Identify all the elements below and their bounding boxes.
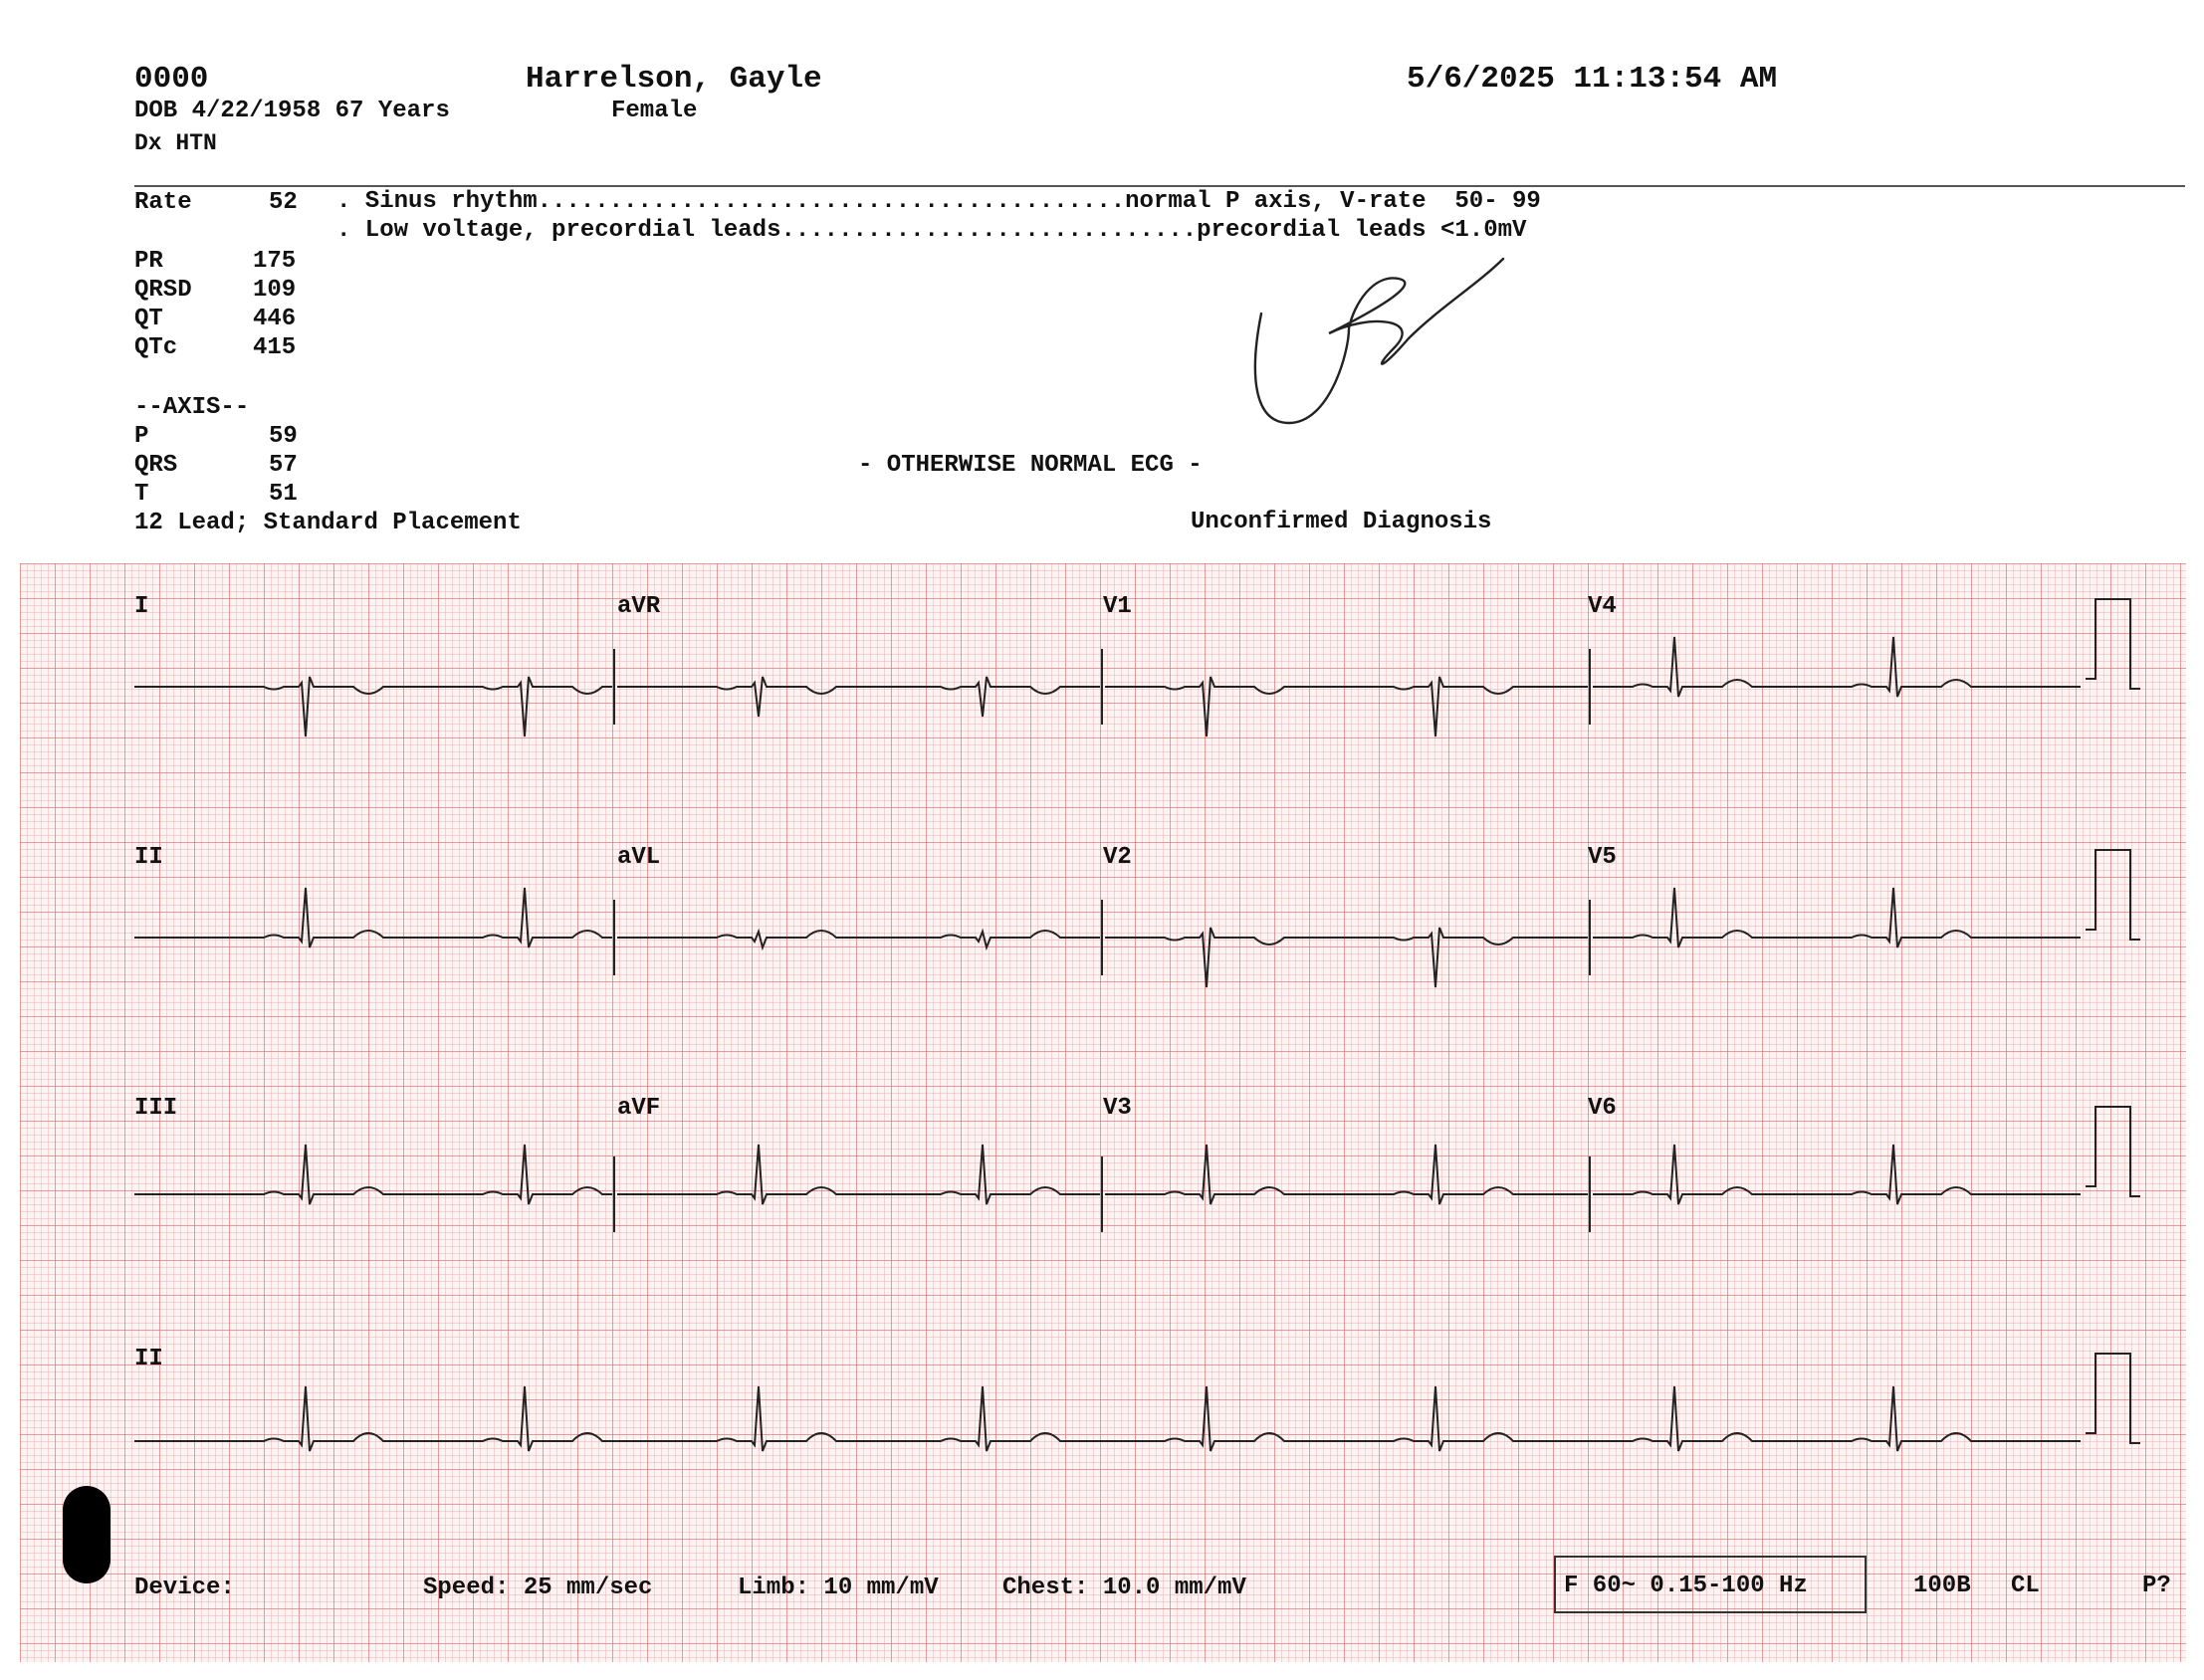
lead-placement: 12 Lead; Standard Placement (134, 510, 522, 536)
trace-i (134, 677, 612, 736)
cl-code: CL (2011, 1573, 2040, 1599)
patient-name: Harrelson, Gayle (526, 62, 822, 97)
filter-settings: F 60~ 0.15-100 Hz (1564, 1573, 1808, 1599)
measure-value-rate: 52 (269, 189, 298, 216)
chest-gain: Chest: 10.0 mm/mV (1002, 1575, 1246, 1601)
measure-value-pr: 175 (253, 248, 297, 275)
trace-v5 (1593, 888, 2081, 947)
summary-statement: - OTHERWISE NORMAL ECG - (858, 452, 1203, 479)
measure-label-qt: QT (134, 306, 163, 332)
axis-value-t: 51 (269, 481, 298, 508)
lead-label-avl: aVL (617, 844, 661, 871)
confirmation-status: Unconfirmed Diagnosis (1191, 509, 1492, 535)
lead-label-avr: aVR (617, 593, 661, 620)
device-model: 100B (1913, 1573, 1971, 1599)
lead-label-rhythm-ii: II (134, 1346, 163, 1372)
device-label: Device: (134, 1575, 235, 1601)
calibration-pulse-row-2 (2086, 850, 2140, 940)
measure-value-qtc: 415 (253, 334, 297, 361)
lead-label-iii: III (134, 1095, 178, 1122)
lead-label-i: I (134, 593, 149, 620)
lead-label-v6: V6 (1588, 1095, 1617, 1122)
patient-sex: Female (611, 98, 698, 124)
interpretation-line-1: . Sinus rhythm.........................................normal P axis, V-rate 50- 99 (336, 188, 1541, 215)
measure-label-pr: PR (134, 248, 163, 275)
diagnosis-line: Dx HTN (134, 130, 217, 156)
patient-id: 0000 (134, 62, 209, 97)
trace-ii (134, 888, 612, 947)
acquisition-timestamp: 5/6/2025 11:13:54 AM (1407, 62, 1778, 97)
lead-label-v4: V4 (1588, 593, 1617, 620)
axis-value-p: 59 (269, 423, 298, 450)
interpretation-line-2: . Low voltage, precordial leads.............................precordial leads <1.0mV (336, 217, 1527, 244)
p-code: P? (2142, 1573, 2171, 1599)
measure-label-rate: Rate (134, 189, 192, 216)
paper-speed: Speed: 25 mm/sec (423, 1575, 653, 1601)
dob-line: DOB 4/22/1958 67 Years (134, 98, 450, 124)
trace-v6 (1593, 1145, 2081, 1204)
axis-label-qrs: QRS (134, 452, 178, 479)
measure-value-qrsd: 109 (253, 277, 297, 304)
trace-avl (617, 931, 1100, 947)
measure-label-qtc: QTc (134, 334, 178, 361)
lead-label-v5: V5 (1588, 844, 1617, 871)
axis-heading: --AXIS-- (134, 394, 250, 421)
lead-label-v1: V1 (1103, 593, 1132, 620)
lead-label-v3: V3 (1103, 1095, 1132, 1122)
trace-v1 (1105, 677, 1588, 736)
binder-hole (63, 1486, 110, 1583)
lead-label-avf: aVF (617, 1095, 661, 1122)
lead-label-v2: V2 (1103, 844, 1132, 871)
calibration-pulse-row-1 (2086, 599, 2140, 689)
axis-label-t: T (134, 481, 149, 508)
measure-value-qt: 446 (253, 306, 297, 332)
trace-avf (617, 1145, 1100, 1204)
lead-label-ii: II (134, 844, 163, 871)
trace-v4 (1593, 637, 2081, 697)
calibration-pulse-rhythm (2086, 1354, 2140, 1443)
trace-v3 (1105, 1145, 1588, 1204)
axis-value-qrs: 57 (269, 452, 298, 479)
measure-label-qrsd: QRSD (134, 277, 192, 304)
trace-rhythm-ii (134, 1386, 2081, 1451)
limb-gain: Limb: 10 mm/mV (738, 1575, 939, 1601)
trace-iii (134, 1145, 612, 1204)
calibration-pulse-row-3 (2086, 1107, 2140, 1196)
axis-label-p: P (134, 423, 149, 450)
trace-v2 (1105, 928, 1588, 987)
trace-avr (617, 677, 1100, 717)
